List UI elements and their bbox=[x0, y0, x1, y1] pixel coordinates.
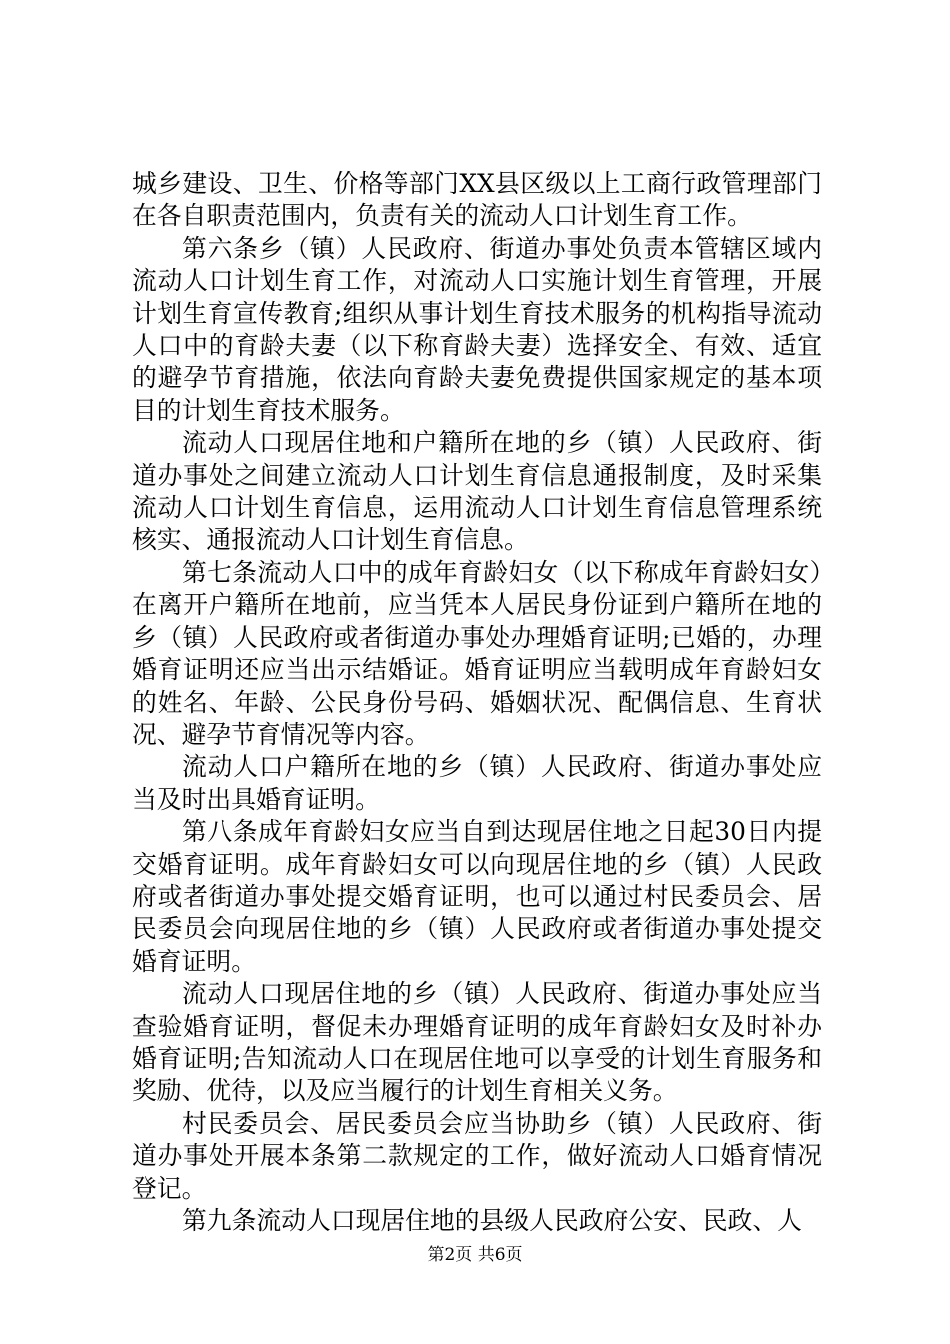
paragraph-8: 村民委员会、居民委员会应当协助乡（镇）人民政府、街道办事处开展本条第二款规定的工作，做好流动人口婚育情况登记。 bbox=[132, 1108, 822, 1203]
paragraph-5: 流动人口户籍所在地的乡（镇）人民政府、街道办事处应当及时出具婚育证明。 bbox=[132, 752, 822, 814]
page-number-label: 第2页 共6页 bbox=[427, 1245, 523, 1265]
paragraph-2: 第六条乡（镇）人民政府、街道办事处负责本管辖区域内流动人口计划生育工作，对流动人口实施计划生育管理，开展计划生育宣传教育;组织从事计划生育技术服务的机构指导流动人口中的育龄夫妻（以下称育龄夫妻）选择安全、有效、适宜的避孕节育措施，依法向育龄夫妻免费提供国家规定的基本项目的计划生育技术服务。 bbox=[132, 233, 822, 425]
paragraph-6: 第八条成年育龄妇女应当自到达现居住地之日起30日内提交婚育证明。成年育龄妇女可以向现居住地的乡（镇）人民政府或者街道办事处提交婚育证明，也可以通过村民委员会、居民委员会向现居住地的乡（镇）人民政府或者街道办事处提交婚育证明。 bbox=[132, 817, 822, 976]
page-footer bbox=[0, 1244, 950, 1266]
paragraph-4: 第七条流动人口中的成年育龄妇女（以下称成年育龄妇女）在离开户籍所在地前，应当凭本人居民身份证到户籍所在地的乡（镇）人民政府或者街道办事处办理婚育证明;已婚的，办理婚育证明还应当出示结婚证。婚育证明应当载明成年育龄妇女的姓名、年龄、公民身份号码、婚姻状况、配偶信息、生育状况、避孕节育情况等内容。 bbox=[132, 557, 822, 749]
paragraph-7: 流动人口现居住地的乡（镇）人民政府、街道办事处应当查验婚育证明，督促未办理婚育证明的成年育龄妇女及时补办婚育证明;告知流动人口在现居住地可以享受的计划生育服务和奖励、优待，以及应当履行的计划生育相关义务。 bbox=[132, 979, 822, 1106]
paragraph-9: 第九条流动人口现居住地的县级人民政府公安、民政、人 bbox=[182, 1206, 802, 1235]
document-body bbox=[132, 168, 822, 1237]
paragraph-3: 流动人口现居住地和户籍所在地的乡（镇）人民政府、街道办事处之间建立流动人口计划生育信息通报制度，及时采集流动人口计划生育信息，运用流动人口计划生育信息管理系统核实、通报流动人口计划生育信息。 bbox=[132, 428, 822, 555]
paragraph-1: 城乡建设、卫生、价格等部门XX县区级以上工商行政管理部门在各自职责范围内，负责有关的流动人口计划生育工作。 bbox=[132, 169, 822, 231]
